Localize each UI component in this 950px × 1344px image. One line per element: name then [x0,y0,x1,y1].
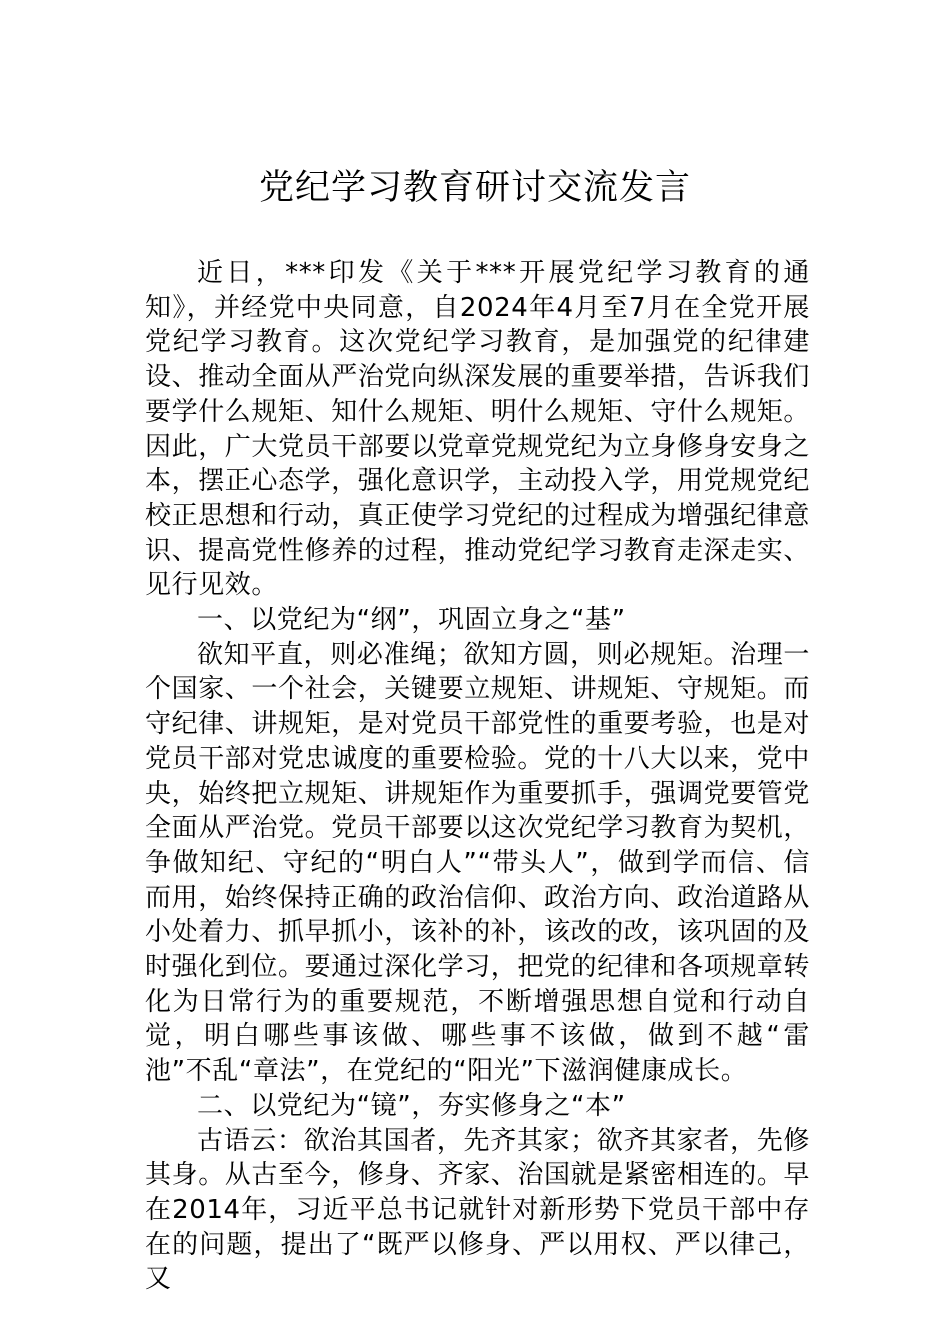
paragraph-intro: 近日，***印发《关于***开展党纪学习教育的通知》，并经党中央同意，自2024年4月至7月在全党开展党纪学习教育。这次党纪学习教育，是加强党的纪律建设、推动全面从严治党向纵深发展的重要举措，告诉我们要学什么规矩、知什么规矩、明什么规矩、守什么规矩。因此，广大党员干部要以党章党规党纪为立身修身安身之本，摆正心态学，强化意识学，主动投入学，用党规党纪校正思想和行动，真正使学习党纪的过程成为增强纪律意识、提高党性修养的过程，推动党纪学习教育走深走实、见行见效。 [145,258,811,601]
paragraph-section-2: 古语云：欲治其国者，先齐其家；欲齐其家者，先修其身。从古至今，修身、齐家、治国就是紧密相连的。早在2014年，习近平总书记就针对新形势下党员干部中存在的问题，提出了“既严以修身、严以用权、严以律己，又 [145,1125,811,1295]
section-heading-2: 二、以党纪为“镜”，夯实修身之“本” [197,1090,626,1121]
paragraph-section-1: 欲知平直，则必准绳；欲知方圆，则必规矩。治理一个国家、一个社会，关键要立规矩、讲规矩、守规矩。而守纪律、讲规矩，是对党员干部党性的重要考验，也是对党员干部对党忠诚度的重要检验。党的十八大以来，党中央，始终把立规矩、讲规矩作为重要抓手，强调党要管党全面从严治党。党员干部要以这次党纪学习教育为契机，争做知纪、守纪的“明白人”“带头人”，做到学而信、信而用，始终保持正确的政治信仰、政治方向、政治道路从小处着力、抓早抓小，该补的补，该改的改，该巩固的及时强化到位。要通过深化学习，把党的纪律和各项规章转化为日常行为的重要规范，不断增强思想自觉和行动自觉，明白哪些事该做、哪些事不该做，做到不越“雷池”不乱“章法”，在党纪的“阳光”下滋润健康成长。 [145,639,811,1087]
document-body [145,256,810,1297]
section-heading-1: 一、以党纪为“纲”，巩固立身之“基” [197,605,626,636]
document-title: 党纪学习教育研讨交流发言 [258,168,691,208]
